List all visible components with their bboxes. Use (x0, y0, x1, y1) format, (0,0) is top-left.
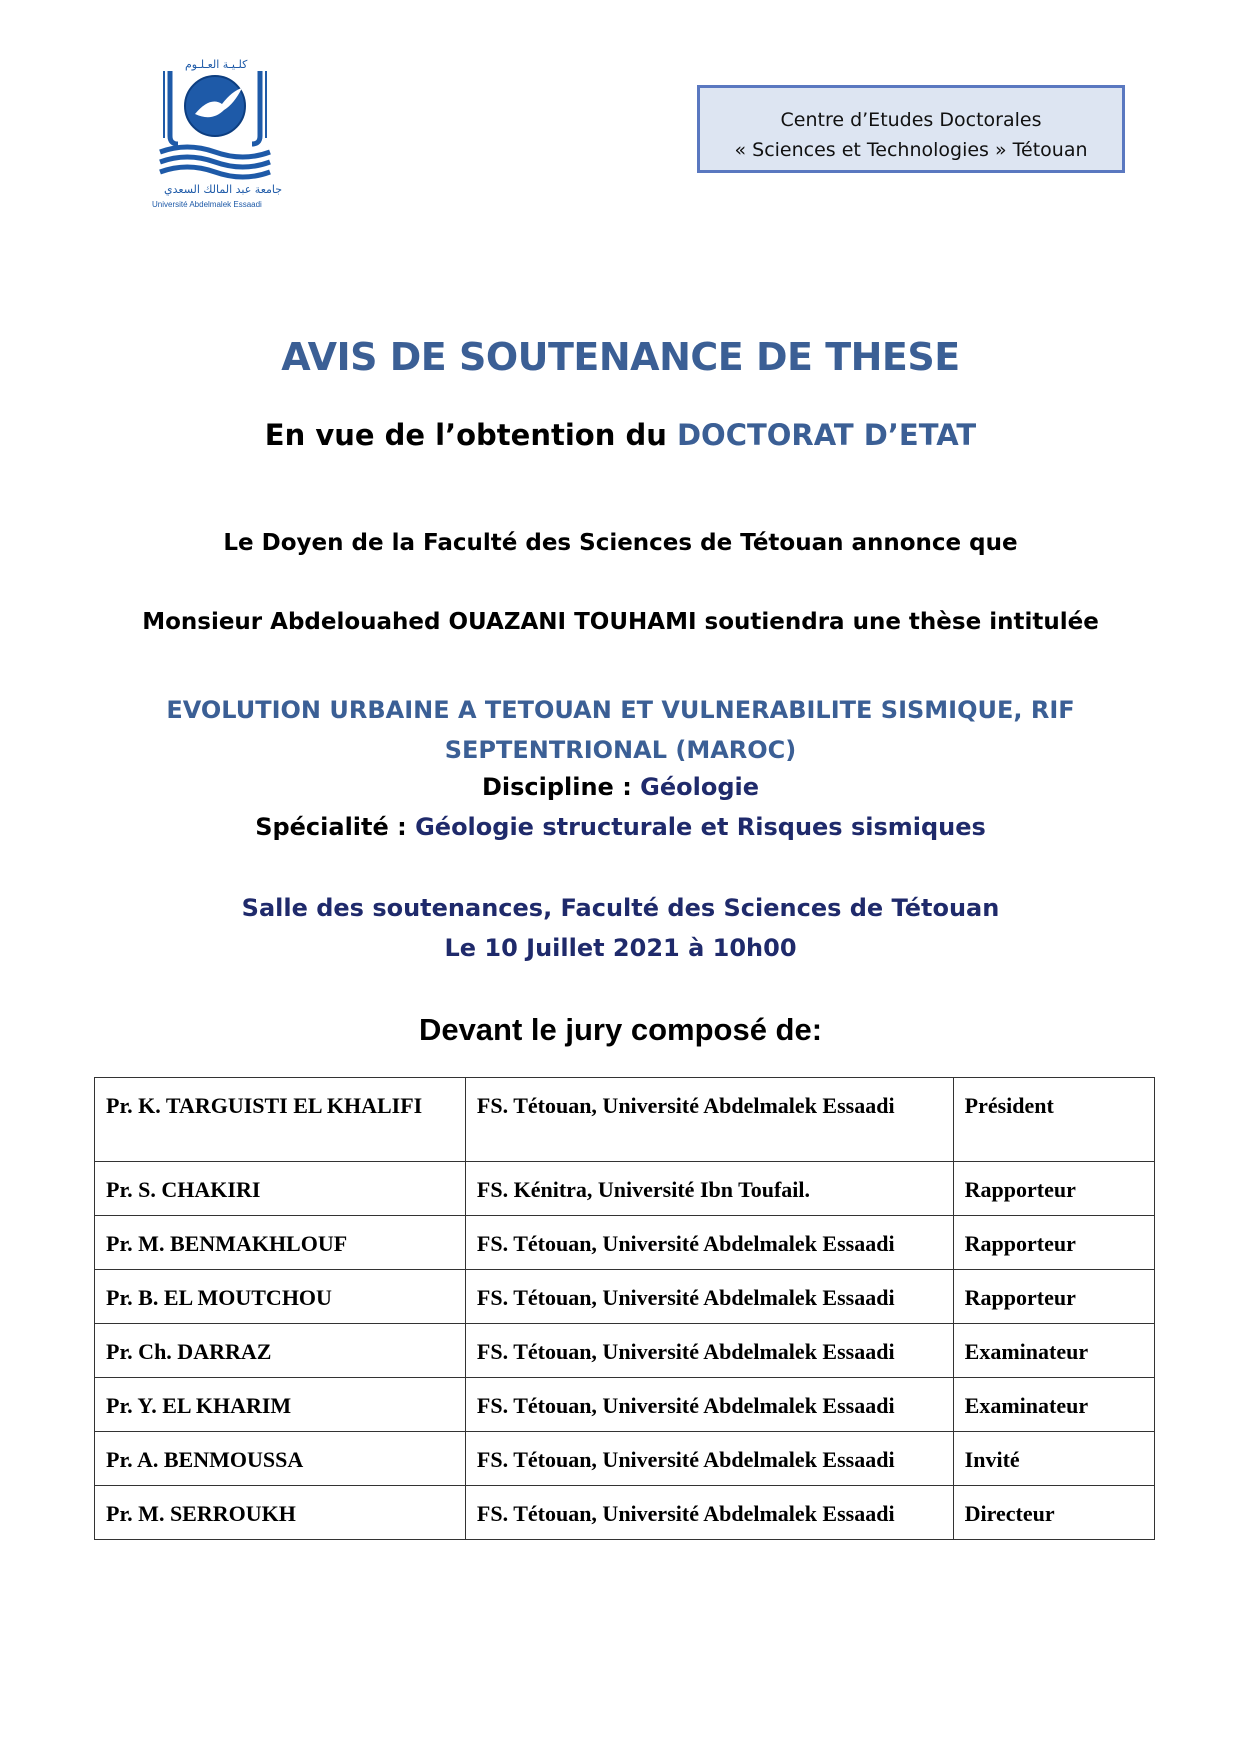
jury-affiliation: FS. Tétouan, Université Abdelmalek Essaadi (465, 1078, 953, 1162)
defense-date: Le 10 Juillet 2021 à 10h00 (444, 934, 797, 962)
table-row (95, 1162, 1155, 1216)
subtitle-prefix: En vue de l’obtention du (264, 418, 677, 452)
jury-affiliation: FS. Tétouan, Université Abdelmalek Essaadi (465, 1270, 953, 1324)
jury-affiliation: FS. Tétouan, Université Abdelmalek Essaadi (465, 1486, 953, 1540)
jury-role: Examinateur (953, 1378, 1154, 1432)
page-title: AVIS DE SOUTENANCE DE THESE (281, 335, 960, 379)
jury-name: Pr. Ch. DARRAZ (95, 1324, 466, 1378)
specialite-line (0, 813, 1241, 841)
jury-affiliation: FS. Tétouan, Université Abdelmalek Essaadi (465, 1432, 953, 1486)
jury-heading: Devant le jury composé de: (418, 1012, 823, 1047)
announcement: Le Doyen de la Faculté des Sciences de Tétouan annonce que (223, 530, 1018, 556)
jury-role: Rapporteur (953, 1270, 1154, 1324)
discipline-line (0, 773, 1241, 801)
logo-latin-text: Université Abdelmalek Essaadi (152, 200, 262, 209)
discipline-value: Géologie (640, 773, 760, 801)
jury-name: Pr. B. EL MOUTCHOU (95, 1270, 466, 1324)
jury-affiliation: FS. Tétouan, Université Abdelmalek Essaadi (465, 1324, 953, 1378)
venue: Salle des soutenances, Faculté des Sciences de Tétouan (241, 894, 1000, 922)
logo-arabic-top-text: كلـيـة العـلـوم (185, 58, 248, 71)
degree-name: DOCTORAT D’ETAT (676, 418, 977, 452)
specialite-label: Spécialité : (255, 813, 416, 841)
degree-subtitle (0, 418, 1241, 452)
jury-table (94, 1077, 1155, 1540)
thesis-title: EVOLUTION URBAINE A TETOUAN ET VULNERABILITE SISMIQUE, RIF SEPTENTRIONAL (MAROC) (166, 696, 1075, 764)
jury-name: Pr. M. BENMAKHLOUF (95, 1216, 466, 1270)
jury-name: Pr. S. CHAKIRI (95, 1162, 466, 1216)
jury-affiliation: FS. Tétouan, Université Abdelmalek Essaadi (465, 1216, 953, 1270)
centre-line-1: Centre d’Etudes Doctorales (780, 109, 1042, 131)
jury-role: Président (953, 1078, 1154, 1162)
university-logo (150, 58, 300, 218)
logo-arabic-bottom-text: جامعة عبد المالك السعدي (164, 183, 283, 196)
discipline-label: Discipline : (481, 773, 641, 801)
centre-line-2: « Sciences et Technologies » Tétouan (734, 139, 1088, 161)
jury-affiliation: FS. Kénitra, Université Ibn Toufail. (465, 1162, 953, 1216)
table-row (95, 1216, 1155, 1270)
globe-dove-emblem (150, 66, 280, 186)
table-row (95, 1378, 1155, 1432)
jury-name: Pr. A. BENMOUSSA (95, 1432, 466, 1486)
jury-role: Rapporteur (953, 1162, 1154, 1216)
jury-role: Examinateur (953, 1324, 1154, 1378)
doctoral-centre-box (697, 85, 1125, 173)
jury-name: Pr. K. TARGUISTI EL KHALIFI (95, 1078, 466, 1162)
table-row (95, 1270, 1155, 1324)
jury-role: Rapporteur (953, 1216, 1154, 1270)
candidate-line: Monsieur Abdelouahed OUAZANI TOUHAMI soutiendra une thèse intitulée (142, 609, 1099, 635)
jury-affiliation: FS. Tétouan, Université Abdelmalek Essaadi (465, 1378, 953, 1432)
table-row (95, 1432, 1155, 1486)
jury-name: Pr. Y. EL KHARIM (95, 1378, 466, 1432)
jury-role: Invité (953, 1432, 1154, 1486)
jury-name: Pr. M. SERROUKH (95, 1486, 466, 1540)
specialite-value: Géologie structurale et Risques sismiques (415, 813, 986, 841)
table-row (95, 1486, 1155, 1540)
table-row (95, 1324, 1155, 1378)
table-row (95, 1078, 1155, 1162)
jury-role: Directeur (953, 1486, 1154, 1540)
